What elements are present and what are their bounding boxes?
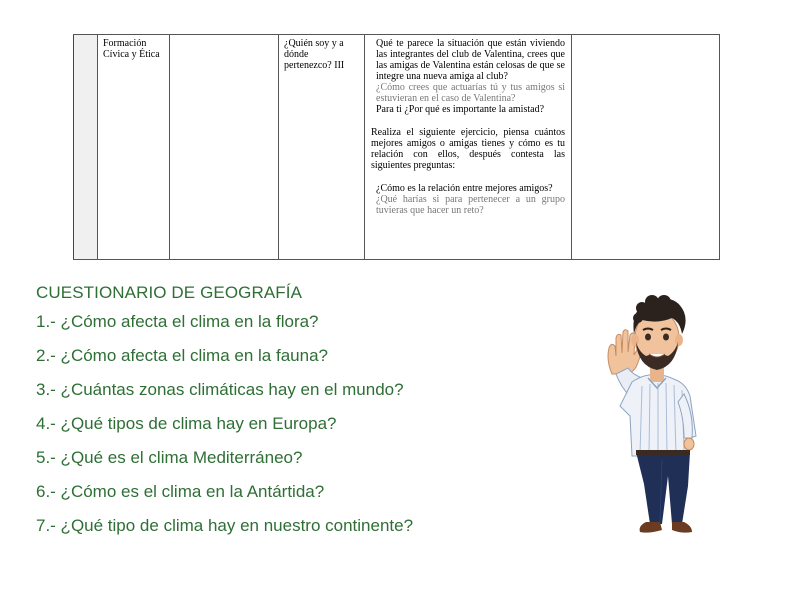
question-item: 7.- ¿Qué tipo de clima hay en nuestro continente? (36, 516, 414, 535)
question-item: 2.- ¿Cómo afecta el clima en la fauna? (36, 346, 328, 365)
question-item: 6.- ¿Cómo es el clima en la Antártida? (36, 482, 325, 501)
subject-cell (98, 35, 170, 260)
empty-cell (572, 35, 720, 260)
question-item: 1.- ¿Cómo afecta el clima en la flora? (36, 312, 319, 331)
activity-instructions: Realiza el siguiente ejercicio, piensa cuántos mejores amigos o amigas tienes y cómo es tu relación con ellos, después contesta las siguientes preguntas: (371, 127, 565, 171)
questionnaire-title: CUESTIONARIO DE GEOGRAFÍA (36, 283, 303, 302)
table-row (74, 35, 720, 260)
question-item: 3.- ¿Cuántas zonas climáticas hay en el mundo? (36, 380, 404, 399)
activity-question: ¿Cómo es la relación entre mejores amigos? (376, 183, 553, 194)
geography-questionnaire (36, 283, 413, 550)
activity-question: ¿Qué harías si para pertenecer a un grupo tuvieras que hacer un reto? (376, 194, 565, 216)
subject-line: Formación (103, 38, 147, 49)
question-list (36, 312, 413, 550)
topic-line: dónde (284, 49, 309, 60)
topic-cell (279, 35, 365, 260)
teacher-avatar-illustration (598, 282, 708, 540)
topic-line: pertenezco? III (284, 60, 345, 71)
lesson-plan-table (73, 34, 720, 260)
activity-paragraph: Qué te parece la situación que están viviendo las integrantes del club de Valentina, crees que las amigas de Valentina están celosas de que se integre una nueva amiga al club? (376, 38, 565, 82)
activity-cell (365, 35, 572, 260)
subject-line: Cívica y Ética (103, 49, 160, 60)
empty-cell (170, 35, 279, 260)
activity-question: Para ti ¿Por qué es importante la amistad? (376, 104, 545, 115)
topic-line: ¿Quién soy y a (284, 38, 344, 49)
margin-cell (74, 35, 98, 260)
question-item: 4.- ¿Qué tipos de clima hay en Europa? (36, 414, 337, 433)
activity-question: ¿Cómo crees que actuarías tú y tus amigos si estuvieran en el caso de Valentina? (376, 82, 565, 104)
question-item: 5.- ¿Qué es el clima Mediterráneo? (36, 448, 303, 467)
